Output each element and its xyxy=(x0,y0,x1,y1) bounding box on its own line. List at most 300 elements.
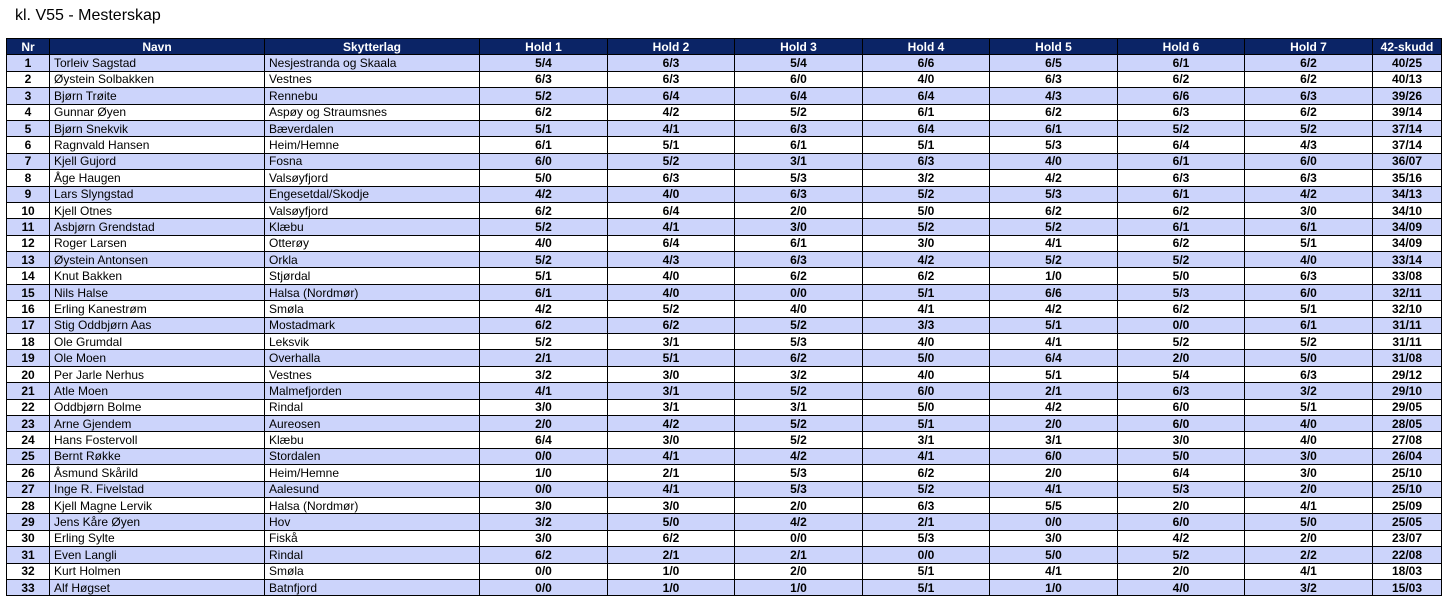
hold-7-cell: 2/0 xyxy=(1245,530,1373,546)
hold-2-cell: 2/1 xyxy=(608,465,735,481)
hold-3-cell: 5/4 xyxy=(735,55,863,71)
hold-7-cell: 6/1 xyxy=(1245,317,1373,333)
table-row xyxy=(7,563,1442,579)
table-row xyxy=(7,448,1442,464)
club-cell: Leksvik xyxy=(265,334,480,350)
hold-5-cell: 5/3 xyxy=(990,186,1118,202)
club-cell: Klæbu xyxy=(265,432,480,448)
hold-4-cell: 5/1 xyxy=(863,415,990,431)
rank-cell: 19 xyxy=(7,350,50,366)
club-cell: Vestnes xyxy=(265,366,480,382)
hold-6-cell: 6/2 xyxy=(1118,71,1245,87)
hold-6-cell: 2/0 xyxy=(1118,497,1245,513)
club-cell: Heim/Hemne xyxy=(265,137,480,153)
table-row xyxy=(7,547,1442,563)
rank-cell: 21 xyxy=(7,383,50,399)
hold-3-cell: 1/0 xyxy=(735,579,863,595)
name-cell: Nils Halse xyxy=(50,284,265,300)
hold-4-cell: 4/0 xyxy=(863,366,990,382)
hold-7-cell: 4/2 xyxy=(1245,186,1373,202)
hold-7-cell: 3/0 xyxy=(1245,202,1373,218)
hold-5-cell: 6/3 xyxy=(990,71,1118,87)
hold-5-cell: 4/2 xyxy=(990,301,1118,317)
hold-3-cell: 5/2 xyxy=(735,317,863,333)
column-header-hold-2: Hold 2 xyxy=(608,39,735,55)
hold-1-cell: 6/2 xyxy=(480,104,608,120)
hold-3-cell: 4/2 xyxy=(735,448,863,464)
hold-4-cell: 5/1 xyxy=(863,579,990,595)
hold-7-cell: 6/3 xyxy=(1245,268,1373,284)
column-header-hold-6: Hold 6 xyxy=(1118,39,1245,55)
name-cell: Inge R. Fivelstad xyxy=(50,481,265,497)
hold-1-cell: 6/1 xyxy=(480,284,608,300)
hold-2-cell: 6/3 xyxy=(608,71,735,87)
column-header-hold-4: Hold 4 xyxy=(863,39,990,55)
hold-4-cell: 6/3 xyxy=(863,153,990,169)
hold-2-cell: 4/1 xyxy=(608,448,735,464)
hold-6-cell: 6/3 xyxy=(1118,170,1245,186)
hold-3-cell: 0/0 xyxy=(735,284,863,300)
hold-1-cell: 0/0 xyxy=(480,563,608,579)
total-cell: 36/07 xyxy=(1373,153,1442,169)
club-cell: Engesetdal/Skodje xyxy=(265,186,480,202)
hold-1-cell: 3/0 xyxy=(480,399,608,415)
table-header xyxy=(7,39,1442,55)
rank-cell: 20 xyxy=(7,366,50,382)
hold-1-cell: 6/2 xyxy=(480,547,608,563)
total-cell: 34/09 xyxy=(1373,219,1442,235)
hold-6-cell: 4/0 xyxy=(1118,579,1245,595)
hold-7-cell: 5/1 xyxy=(1245,399,1373,415)
club-cell: Klæbu xyxy=(265,219,480,235)
hold-3-cell: 6/2 xyxy=(735,268,863,284)
hold-7-cell: 4/0 xyxy=(1245,432,1373,448)
hold-1-cell: 5/2 xyxy=(480,88,608,104)
name-cell: Lars Slyngstad xyxy=(50,186,265,202)
hold-2-cell: 6/4 xyxy=(608,202,735,218)
hold-4-cell: 5/1 xyxy=(863,137,990,153)
club-cell: Rindal xyxy=(265,399,480,415)
hold-6-cell: 6/2 xyxy=(1118,301,1245,317)
name-cell: Roger Larsen xyxy=(50,235,265,251)
rank-cell: 7 xyxy=(7,153,50,169)
hold-6-cell: 6/1 xyxy=(1118,55,1245,71)
hold-5-cell: 4/3 xyxy=(990,88,1118,104)
hold-5-cell: 0/0 xyxy=(990,514,1118,530)
hold-1-cell: 6/3 xyxy=(480,71,608,87)
name-cell: Erling Sylte xyxy=(50,530,265,546)
rank-cell: 24 xyxy=(7,432,50,448)
hold-7-cell: 4/0 xyxy=(1245,415,1373,431)
hold-4-cell: 6/3 xyxy=(863,497,990,513)
rank-cell: 12 xyxy=(7,235,50,251)
hold-5-cell: 6/2 xyxy=(990,104,1118,120)
hold-4-cell: 5/3 xyxy=(863,530,990,546)
hold-2-cell: 2/1 xyxy=(608,547,735,563)
hold-2-cell: 1/0 xyxy=(608,579,735,595)
column-header-skytterlag: Skytterlag xyxy=(265,39,480,55)
club-cell: Stordalen xyxy=(265,448,480,464)
hold-5-cell: 4/2 xyxy=(990,399,1118,415)
total-cell: 23/07 xyxy=(1373,530,1442,546)
hold-3-cell: 5/2 xyxy=(735,415,863,431)
hold-5-cell: 4/1 xyxy=(990,235,1118,251)
hold-2-cell: 6/4 xyxy=(608,235,735,251)
hold-6-cell: 6/3 xyxy=(1118,383,1245,399)
column-header-hold-7: Hold 7 xyxy=(1245,39,1373,55)
name-cell: Øystein Antonsen xyxy=(50,252,265,268)
total-cell: 34/09 xyxy=(1373,235,1442,251)
rank-cell: 3 xyxy=(7,88,50,104)
hold-6-cell: 6/1 xyxy=(1118,153,1245,169)
table-row xyxy=(7,71,1442,87)
hold-2-cell: 6/3 xyxy=(608,170,735,186)
hold-6-cell: 6/6 xyxy=(1118,88,1245,104)
hold-2-cell: 4/1 xyxy=(608,120,735,136)
hold-2-cell: 3/0 xyxy=(608,432,735,448)
name-cell: Oddbjørn Bolme xyxy=(50,399,265,415)
club-cell: Bæverdalen xyxy=(265,120,480,136)
name-cell: Even Langli xyxy=(50,547,265,563)
column-header-hold-5: Hold 5 xyxy=(990,39,1118,55)
table-row xyxy=(7,202,1442,218)
hold-3-cell: 2/0 xyxy=(735,563,863,579)
hold-1-cell: 5/2 xyxy=(480,252,608,268)
hold-4-cell: 5/1 xyxy=(863,563,990,579)
rank-cell: 2 xyxy=(7,71,50,87)
club-cell: Halsa (Nordmør) xyxy=(265,497,480,513)
hold-5-cell: 5/0 xyxy=(990,547,1118,563)
table-row xyxy=(7,219,1442,235)
hold-2-cell: 3/1 xyxy=(608,399,735,415)
club-cell: Mostadmark xyxy=(265,317,480,333)
hold-3-cell: 6/1 xyxy=(735,137,863,153)
club-cell: Heim/Hemne xyxy=(265,465,480,481)
total-cell: 15/03 xyxy=(1373,579,1442,595)
table-row xyxy=(7,432,1442,448)
hold-4-cell: 3/3 xyxy=(863,317,990,333)
hold-2-cell: 4/2 xyxy=(608,415,735,431)
table-row xyxy=(7,186,1442,202)
club-cell: Halsa (Nordmør) xyxy=(265,284,480,300)
hold-4-cell: 6/0 xyxy=(863,383,990,399)
column-header-navn: Navn xyxy=(50,39,265,55)
table-row xyxy=(7,284,1442,300)
total-cell: 29/05 xyxy=(1373,399,1442,415)
club-cell: Smøla xyxy=(265,563,480,579)
hold-1-cell: 5/0 xyxy=(480,170,608,186)
hold-4-cell: 4/1 xyxy=(863,448,990,464)
hold-1-cell: 4/0 xyxy=(480,235,608,251)
hold-5-cell: 3/0 xyxy=(990,530,1118,546)
total-cell: 31/11 xyxy=(1373,317,1442,333)
hold-4-cell: 6/6 xyxy=(863,55,990,71)
hold-6-cell: 6/2 xyxy=(1118,235,1245,251)
total-cell: 25/05 xyxy=(1373,514,1442,530)
hold-4-cell: 5/2 xyxy=(863,219,990,235)
hold-1-cell: 2/1 xyxy=(480,350,608,366)
hold-7-cell: 2/2 xyxy=(1245,547,1373,563)
hold-7-cell: 6/3 xyxy=(1245,366,1373,382)
club-cell: Fiskå xyxy=(265,530,480,546)
name-cell: Ole Moen xyxy=(50,350,265,366)
total-cell: 27/08 xyxy=(1373,432,1442,448)
hold-6-cell: 6/1 xyxy=(1118,219,1245,235)
hold-1-cell: 4/2 xyxy=(480,301,608,317)
rank-cell: 10 xyxy=(7,202,50,218)
hold-6-cell: 2/0 xyxy=(1118,350,1245,366)
rank-cell: 30 xyxy=(7,530,50,546)
hold-1-cell: 0/0 xyxy=(480,481,608,497)
hold-7-cell: 5/1 xyxy=(1245,301,1373,317)
table-row xyxy=(7,530,1442,546)
total-cell: 31/11 xyxy=(1373,334,1442,350)
club-cell: Vestnes xyxy=(265,71,480,87)
name-cell: Per Jarle Nerhus xyxy=(50,366,265,382)
rank-cell: 25 xyxy=(7,448,50,464)
club-cell: Valsøyfjord xyxy=(265,170,480,186)
club-cell: Aalesund xyxy=(265,481,480,497)
hold-4-cell: 5/0 xyxy=(863,399,990,415)
page-title: kl. V55 - Mesterskap xyxy=(15,7,161,24)
hold-4-cell: 6/4 xyxy=(863,88,990,104)
total-cell: 34/10 xyxy=(1373,202,1442,218)
hold-3-cell: 5/2 xyxy=(735,432,863,448)
name-cell: Erling Kanestrøm xyxy=(50,301,265,317)
hold-1-cell: 5/2 xyxy=(480,219,608,235)
club-cell: Overhalla xyxy=(265,350,480,366)
hold-7-cell: 5/0 xyxy=(1245,514,1373,530)
hold-3-cell: 4/2 xyxy=(735,514,863,530)
hold-6-cell: 0/0 xyxy=(1118,317,1245,333)
hold-6-cell: 6/4 xyxy=(1118,465,1245,481)
hold-1-cell: 6/1 xyxy=(480,137,608,153)
hold-2-cell: 4/0 xyxy=(608,284,735,300)
rank-cell: 16 xyxy=(7,301,50,317)
name-cell: Stig Oddbjørn Aas xyxy=(50,317,265,333)
hold-4-cell: 6/4 xyxy=(863,120,990,136)
rank-cell: 8 xyxy=(7,170,50,186)
hold-6-cell: 5/2 xyxy=(1118,252,1245,268)
hold-7-cell: 4/1 xyxy=(1245,563,1373,579)
total-cell: 18/03 xyxy=(1373,563,1442,579)
hold-2-cell: 5/1 xyxy=(608,137,735,153)
name-cell: Gunnar Øyen xyxy=(50,104,265,120)
hold-7-cell: 6/0 xyxy=(1245,153,1373,169)
hold-1-cell: 0/0 xyxy=(480,579,608,595)
hold-6-cell: 6/4 xyxy=(1118,137,1245,153)
hold-3-cell: 6/3 xyxy=(735,186,863,202)
total-cell: 37/14 xyxy=(1373,137,1442,153)
hold-5-cell: 5/2 xyxy=(990,252,1118,268)
hold-2-cell: 4/1 xyxy=(608,219,735,235)
hold-2-cell: 4/1 xyxy=(608,481,735,497)
name-cell: Ole Grumdal xyxy=(50,334,265,350)
name-cell: Kjell Magne Lervik xyxy=(50,497,265,513)
club-cell: Batnfjord xyxy=(265,579,480,595)
total-cell: 37/14 xyxy=(1373,120,1442,136)
hold-5-cell: 2/0 xyxy=(990,465,1118,481)
hold-3-cell: 5/2 xyxy=(735,383,863,399)
hold-2-cell: 6/3 xyxy=(608,55,735,71)
name-cell: Bjørn Snekvik xyxy=(50,120,265,136)
hold-5-cell: 5/2 xyxy=(990,219,1118,235)
hold-4-cell: 3/1 xyxy=(863,432,990,448)
hold-2-cell: 6/2 xyxy=(608,317,735,333)
club-cell: Smøla xyxy=(265,301,480,317)
club-cell: Fosna xyxy=(265,153,480,169)
table-row xyxy=(7,55,1442,71)
hold-7-cell: 3/0 xyxy=(1245,465,1373,481)
hold-4-cell: 3/2 xyxy=(863,170,990,186)
table-row xyxy=(7,350,1442,366)
rank-cell: 28 xyxy=(7,497,50,513)
hold-1-cell: 1/0 xyxy=(480,465,608,481)
hold-6-cell: 6/2 xyxy=(1118,202,1245,218)
hold-1-cell: 5/1 xyxy=(480,120,608,136)
hold-2-cell: 4/2 xyxy=(608,104,735,120)
club-cell: Orkla xyxy=(265,252,480,268)
hold-3-cell: 5/3 xyxy=(735,465,863,481)
hold-7-cell: 3/2 xyxy=(1245,383,1373,399)
total-cell: 33/14 xyxy=(1373,252,1442,268)
results-table xyxy=(6,38,1442,596)
hold-3-cell: 3/0 xyxy=(735,219,863,235)
hold-3-cell: 2/0 xyxy=(735,497,863,513)
hold-3-cell: 6/3 xyxy=(735,252,863,268)
hold-1-cell: 2/0 xyxy=(480,415,608,431)
name-cell: Atle Moen xyxy=(50,383,265,399)
table-row xyxy=(7,497,1442,513)
hold-6-cell: 5/0 xyxy=(1118,448,1245,464)
hold-7-cell: 2/0 xyxy=(1245,481,1373,497)
table-row xyxy=(7,120,1442,136)
name-cell: Arne Gjendem xyxy=(50,415,265,431)
hold-5-cell: 1/0 xyxy=(990,579,1118,595)
name-cell: Åge Haugen xyxy=(50,170,265,186)
hold-2-cell: 5/0 xyxy=(608,514,735,530)
table-row xyxy=(7,366,1442,382)
rank-cell: 14 xyxy=(7,268,50,284)
table-row xyxy=(7,137,1442,153)
club-cell: Aspøy og Straumsnes xyxy=(265,104,480,120)
hold-1-cell: 4/2 xyxy=(480,186,608,202)
hold-3-cell: 2/0 xyxy=(735,202,863,218)
hold-1-cell: 5/4 xyxy=(480,55,608,71)
name-cell: Kjell Gujord xyxy=(50,153,265,169)
hold-2-cell: 6/4 xyxy=(608,88,735,104)
rank-cell: 27 xyxy=(7,481,50,497)
club-cell: Rindal xyxy=(265,547,480,563)
total-cell: 39/26 xyxy=(1373,88,1442,104)
hold-1-cell: 5/1 xyxy=(480,268,608,284)
total-cell: 28/05 xyxy=(1373,415,1442,431)
hold-7-cell: 3/2 xyxy=(1245,579,1373,595)
club-cell: Malmefjorden xyxy=(265,383,480,399)
hold-3-cell: 6/0 xyxy=(735,71,863,87)
hold-7-cell: 6/2 xyxy=(1245,55,1373,71)
table-row xyxy=(7,153,1442,169)
hold-4-cell: 5/2 xyxy=(863,481,990,497)
hold-1-cell: 3/2 xyxy=(480,514,608,530)
hold-4-cell: 5/2 xyxy=(863,186,990,202)
rank-cell: 15 xyxy=(7,284,50,300)
table-row xyxy=(7,579,1442,595)
total-cell: 33/08 xyxy=(1373,268,1442,284)
hold-1-cell: 4/1 xyxy=(480,383,608,399)
hold-7-cell: 6/3 xyxy=(1245,88,1373,104)
hold-5-cell: 5/5 xyxy=(990,497,1118,513)
name-cell: Ragnvald Hansen xyxy=(50,137,265,153)
rank-cell: 23 xyxy=(7,415,50,431)
hold-6-cell: 6/0 xyxy=(1118,514,1245,530)
rank-cell: 9 xyxy=(7,186,50,202)
hold-2-cell: 4/0 xyxy=(608,268,735,284)
table-row xyxy=(7,104,1442,120)
club-cell: Otterøy xyxy=(265,235,480,251)
hold-1-cell: 3/0 xyxy=(480,497,608,513)
hold-4-cell: 3/0 xyxy=(863,235,990,251)
rank-cell: 29 xyxy=(7,514,50,530)
club-cell: Valsøyfjord xyxy=(265,202,480,218)
hold-4-cell: 4/2 xyxy=(863,252,990,268)
hold-7-cell: 4/0 xyxy=(1245,252,1373,268)
name-cell: Asbjørn Grendstad xyxy=(50,219,265,235)
hold-3-cell: 3/2 xyxy=(735,366,863,382)
total-cell: 39/14 xyxy=(1373,104,1442,120)
hold-4-cell: 5/0 xyxy=(863,202,990,218)
rank-cell: 1 xyxy=(7,55,50,71)
hold-6-cell: 2/0 xyxy=(1118,563,1245,579)
total-cell: 26/04 xyxy=(1373,448,1442,464)
hold-6-cell: 6/1 xyxy=(1118,186,1245,202)
hold-6-cell: 5/2 xyxy=(1118,334,1245,350)
hold-2-cell: 5/2 xyxy=(608,153,735,169)
hold-3-cell: 6/3 xyxy=(735,120,863,136)
table-row xyxy=(7,383,1442,399)
hold-6-cell: 4/2 xyxy=(1118,530,1245,546)
hold-6-cell: 6/0 xyxy=(1118,415,1245,431)
hold-2-cell: 3/1 xyxy=(608,383,735,399)
name-cell: Øystein Solbakken xyxy=(50,71,265,87)
hold-7-cell: 6/1 xyxy=(1245,219,1373,235)
total-cell: 29/10 xyxy=(1373,383,1442,399)
hold-3-cell: 3/1 xyxy=(735,153,863,169)
total-cell: 22/08 xyxy=(1373,547,1442,563)
hold-4-cell: 4/1 xyxy=(863,301,990,317)
name-cell: Torleiv Sagstad xyxy=(50,55,265,71)
hold-6-cell: 5/3 xyxy=(1118,481,1245,497)
table-row xyxy=(7,415,1442,431)
table-row xyxy=(7,399,1442,415)
rank-cell: 17 xyxy=(7,317,50,333)
hold-5-cell: 4/1 xyxy=(990,563,1118,579)
name-cell: Jens Kåre Øyen xyxy=(50,514,265,530)
total-cell: 32/11 xyxy=(1373,284,1442,300)
hold-6-cell: 6/3 xyxy=(1118,104,1245,120)
column-header-nr: Nr xyxy=(7,39,50,55)
hold-1-cell: 3/0 xyxy=(480,530,608,546)
total-cell: 25/09 xyxy=(1373,497,1442,513)
hold-5-cell: 6/6 xyxy=(990,284,1118,300)
column-header-hold-1: Hold 1 xyxy=(480,39,608,55)
hold-2-cell: 1/0 xyxy=(608,563,735,579)
hold-6-cell: 6/0 xyxy=(1118,399,1245,415)
hold-3-cell: 6/1 xyxy=(735,235,863,251)
hold-1-cell: 6/2 xyxy=(480,317,608,333)
hold-4-cell: 6/1 xyxy=(863,104,990,120)
total-cell: 34/13 xyxy=(1373,186,1442,202)
